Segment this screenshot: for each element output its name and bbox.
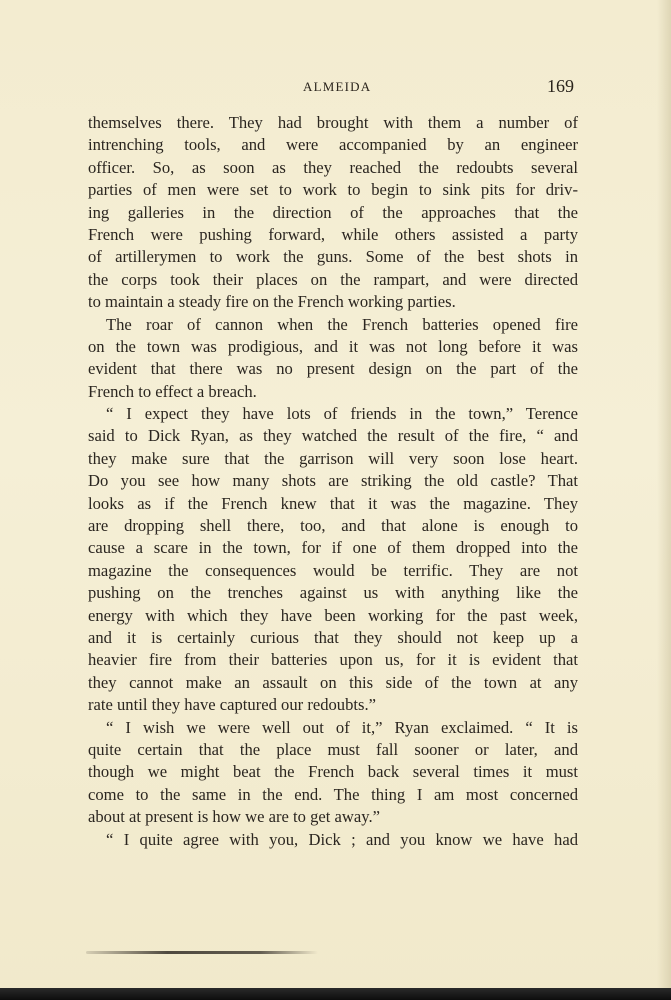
text-line: Do you see how many shots are striking the old castle? That <box>88 471 578 491</box>
text-line: cause a scare in the town, for if one of them dropped into the <box>88 538 578 558</box>
text-line: The roar of cannon when the French batteries opened fire <box>106 314 578 334</box>
text-line: are dropping shell there, too, and that alone is enough to <box>88 516 578 536</box>
text-line: looks as if the French knew that it was the magazine. They <box>88 493 578 513</box>
text-line: to maintain a steady fire on the French working parties. <box>88 292 456 312</box>
text-line: they cannot make an assault on this side of the town at any <box>88 672 578 692</box>
text-line: on the town was prodigious, and it was not long before it was <box>88 336 578 356</box>
text-line: French to effect a breach. <box>88 381 257 401</box>
text-line: “ I wish we were well out of it,” Ryan exclaimed. “ It is <box>106 717 578 737</box>
text-line: intrenching tools, and were accompanied by an engineer <box>88 135 578 155</box>
text-line: quite certain that the place must fall sooner or later, and <box>88 739 578 759</box>
text-line: they make sure that the garrison will very soon lose heart. <box>88 448 578 468</box>
scan-bottom-edge <box>0 988 671 1000</box>
text-line: ing galleries in the direction of the approaches that the <box>88 202 578 222</box>
text-line: rate until they have captured our redoubts.” <box>88 695 376 715</box>
text-line: parties of men were set to work to begin to sink pits for driv- <box>88 180 578 200</box>
text-line: energy with which they have been working for the past week, <box>88 605 578 625</box>
text-line: “ I expect they have lots of friends in the town,” Terence <box>106 404 578 424</box>
text-line: said to Dick Ryan, as they watched the result of the fire, “ and <box>88 426 578 446</box>
page-edge-shadow <box>657 0 671 1000</box>
text-line: heavier fire from their batteries upon us, for it is evident that <box>88 650 578 670</box>
text-line: the corps took their places on the rampart, and were directed <box>88 269 578 289</box>
text-line: evident that there was no present design on the part of the <box>88 359 578 379</box>
text-line: though we might beat the French back several times it must <box>88 762 578 782</box>
running-head <box>0 76 671 100</box>
text-line: of artillerymen to work the guns. Some of the best shots in <box>88 247 578 267</box>
body-text <box>88 112 578 851</box>
text-line: “ I quite agree with you, Dick ; and you know we have had <box>106 829 578 849</box>
text-line: come to the same in the end. The thing I am most concerned <box>88 784 578 804</box>
text-line: about at present is how we are to get away.” <box>88 807 380 827</box>
running-title: ALMEIDA <box>303 79 372 94</box>
text-line: themselves there. They had brought with them a number of <box>88 113 578 132</box>
text-line: pushing on the trenches against us with anything like the <box>88 583 578 603</box>
text-line: French were pushing forward, while others assisted a party <box>88 224 578 244</box>
page-number: 169 <box>547 76 574 96</box>
ink-smudge-rule <box>86 951 318 954</box>
text-line: and it is certainly curious that they should not keep up a <box>88 627 578 647</box>
text-line: magazine the consequences would be terrific. They are not <box>88 560 578 580</box>
text-line: officer. So, as soon as they reached the redoubts several <box>88 157 578 177</box>
